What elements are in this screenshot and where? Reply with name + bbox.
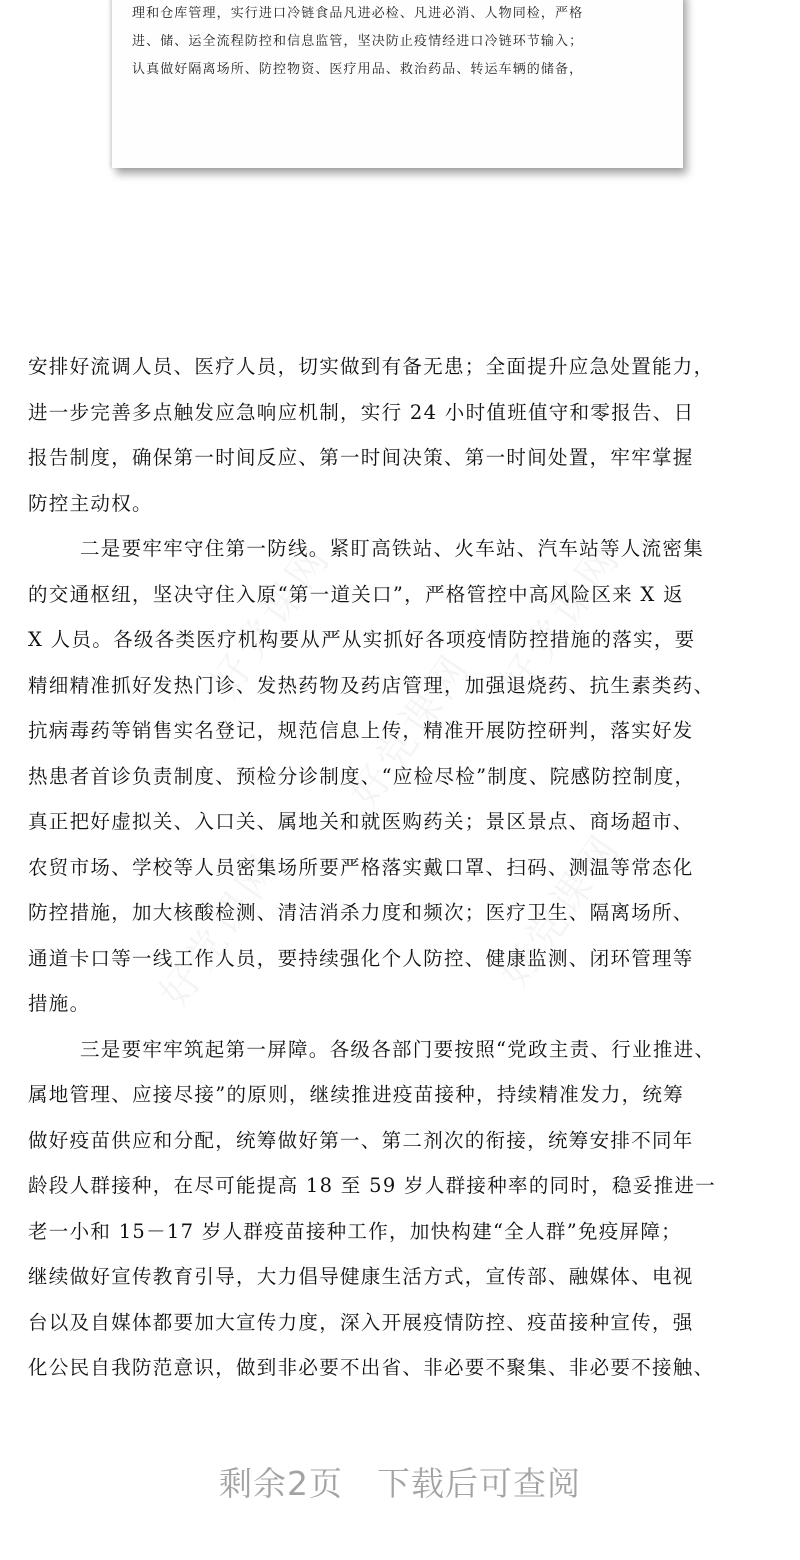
text-line: 通道卡口等一线工作人员，要持续强化个人防控、健康监测、闭环管理等: [28, 946, 694, 970]
remaining-pages-label: 剩余2页: [219, 1464, 343, 1503]
text-line: 继续做好宣传教育引导，大力倡导健康生活方式，宣传部、融媒体、电视: [28, 1265, 694, 1288]
preview-line: 认真做好隔离场所、防控物资、医疗用品、救治药品、转运车辆的储备，: [132, 62, 584, 77]
text-line: 龄段人群接种，在尽可能提高 18 至 59 岁人群接种率的同时，稳妥推进一: [28, 1174, 717, 1197]
text-line: X 人员。各级各类医疗机构要从严从实抓好各项疫情防控措施的落实，要: [28, 628, 696, 651]
text-line: 报告制度，确保第一时间反应、第一时间决策、第一时间处置，牢牢掌握: [28, 446, 694, 469]
document-preview-card: [112, 0, 683, 168]
text-line: 措施。: [28, 992, 91, 1015]
text-line: 抗病毒药等销售实名登记，规范信息上传，精准开展防控研判，落实好发: [28, 719, 694, 742]
text-line: 农贸市场、学校等人员密集场所要严格落实戴口罩、扫码、测温等常态化: [28, 855, 694, 879]
text-line: 化公民自我防范意识，做到非必要不出省、非必要不聚集、非必要不接触、: [28, 1356, 715, 1379]
text-line: 防控措施，加大核酸检测、清洁消杀力度和频次；医疗卫生、隔离场所、: [28, 901, 694, 924]
text-line: 属地管理、应接尽接”的原则，继续推进疫苗接种，持续精准发力，统筹: [28, 1083, 685, 1106]
preview-line: 理和仓库管理，实行进口冷链食品凡进必检、凡进必消、人物同检，严格: [132, 6, 584, 21]
text-line: 真正把好虚拟关、入口关、属地关和就医购药关；景区景点、商场超市、: [28, 810, 694, 833]
text-line: 防控主动权。: [28, 491, 153, 515]
text-line: 安排好流调人员、医疗人员，切实做到有备无患；全面提升应急处置能力，: [28, 355, 715, 378]
download-to-view-label: 下载后可查阅: [377, 1464, 581, 1503]
text-line: 老一小和 15－17 岁人群疫苗接种工作，加快构建“全人群”免疫屏障；: [28, 1219, 682, 1243]
text-line: 进一步完善多点触发应急响应机制，实行 24 小时值班值守和零报告、日: [28, 400, 695, 424]
text-line: 精细精准抓好发热门诊、发热药物及药店管理，加强退烧药、抗生素类药、: [28, 673, 715, 697]
preview-line: 进、储、运全流程防控和信息监管，坚决防止疫情经进口冷链环节输入；: [132, 34, 584, 49]
remaining-pages-notice[interactable]: [0, 1458, 800, 1505]
text-line: 的交通枢纽，坚决守住入原“第一道关口”，严格管控中高风险区来 X 返: [28, 582, 684, 606]
text-line: 台以及自媒体都要加大宣传力度，深入开展疫情防控、疫苗接种宣传，强: [28, 1310, 694, 1334]
paragraph-start-line: 三是要牢牢筑起第一屏障。各级各部门要按照“党政主责、行业推进、: [80, 1037, 716, 1061]
paragraph-start-line: 二是要牢牢守住第一防线。紧盯高铁站、火车站、汽车站等人流密集: [80, 537, 705, 560]
document-body: [28, 344, 778, 1391]
text-line: 热患者首诊负责制度、预检分诊制度、“应检尽检”制度、院感防控制度，: [28, 764, 696, 788]
text-line: 做好疫苗供应和分配，统筹做好第一、第二剂次的衔接，统筹安排不同年: [28, 1128, 694, 1152]
